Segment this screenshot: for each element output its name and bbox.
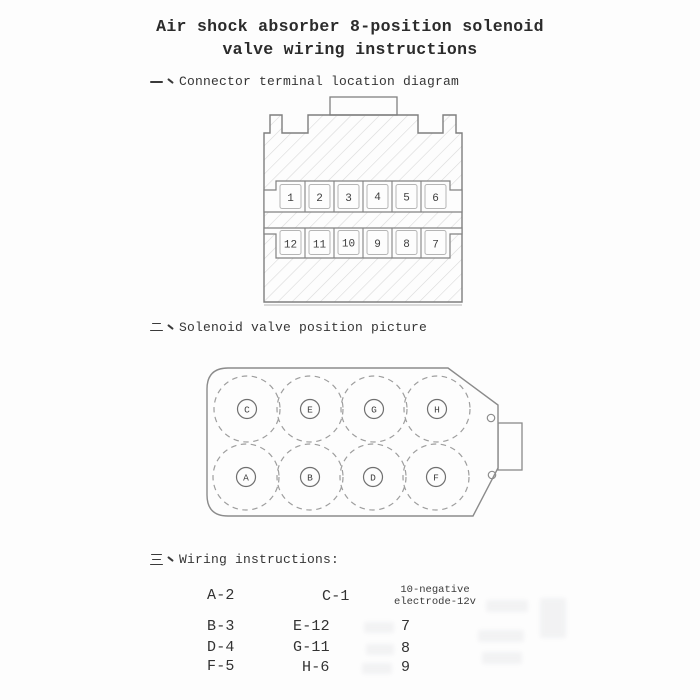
wiring-power-note [383,584,487,608]
valve-connector-stub [498,423,522,470]
wiring-pair: A-2 [207,587,235,604]
solenoid-label: C [244,404,250,416]
connector-top-tab [330,97,397,115]
wiring-pair: E-12 [293,618,330,635]
solenoid-valve-diagram [200,362,525,522]
solenoid-label: D [370,472,376,484]
solenoid-label: A [243,472,249,484]
terminal-label: 7 [432,239,439,252]
connector-terminal-diagram [259,94,469,308]
wiring-power-note-line-2: electrode-12v [394,596,476,608]
wiring-pair: D-4 [207,639,235,656]
section-1-heading [150,74,459,89]
terminal-label: 8 [403,239,410,251]
terminal-label: 12 [283,239,298,252]
wiring-terminal-number: 7 [401,618,411,635]
print-bleed-artifact [540,598,566,638]
wiring-terminal-number: 8 [401,640,411,657]
cjk-numeral-two-icon [150,321,176,335]
print-bleed-artifact [362,663,392,674]
print-bleed-artifact [364,622,394,633]
section-2-heading-text: Solenoid valve position picture [179,320,428,335]
section-2-heading [150,320,427,335]
wiring-pair: H-6 [302,659,330,676]
solenoid-label: E [307,404,313,416]
section-3-heading [150,552,339,567]
solenoid-label: H [434,404,440,416]
terminal-label: 4 [374,192,381,204]
title-line-1: Air shock absorber 8-position solenoid [156,17,544,36]
wiring-pair: G-11 [293,639,330,656]
page-title [0,15,700,61]
terminal-label: 3 [345,193,352,205]
terminal-label: 6 [432,193,439,205]
terminal-label: 5 [403,192,410,205]
print-bleed-artifact [482,652,522,664]
cjk-numeral-three-icon [150,553,176,567]
wiring-pair: F-5 [207,658,235,675]
terminal-label: 11 [312,239,327,252]
terminal-label: 1 [287,193,294,205]
terminal-label: 2 [316,193,323,205]
terminal-label: 10 [341,238,356,251]
title-line-2: valve wiring instructions [222,40,478,59]
print-bleed-artifact [478,630,524,642]
solenoid-label: F [433,472,439,484]
print-bleed-artifact [486,600,528,612]
wiring-pair: B-3 [207,618,235,635]
terminal-label: 9 [374,239,381,251]
valve-body-outline [207,368,498,516]
print-bleed-artifact [366,644,394,655]
wiring-power-note-line-1: 10-negative [400,584,470,596]
wiring-terminal-number: 9 [401,659,411,676]
solenoid-label: G [371,404,377,416]
cjk-numeral-one-icon [150,75,176,89]
wiring-pair: C-1 [322,588,350,605]
section-3-heading-text: Wiring instructions: [179,552,340,567]
section-1-heading-text: Connector terminal location diagram [179,74,460,89]
solenoid-label: B [307,472,313,484]
